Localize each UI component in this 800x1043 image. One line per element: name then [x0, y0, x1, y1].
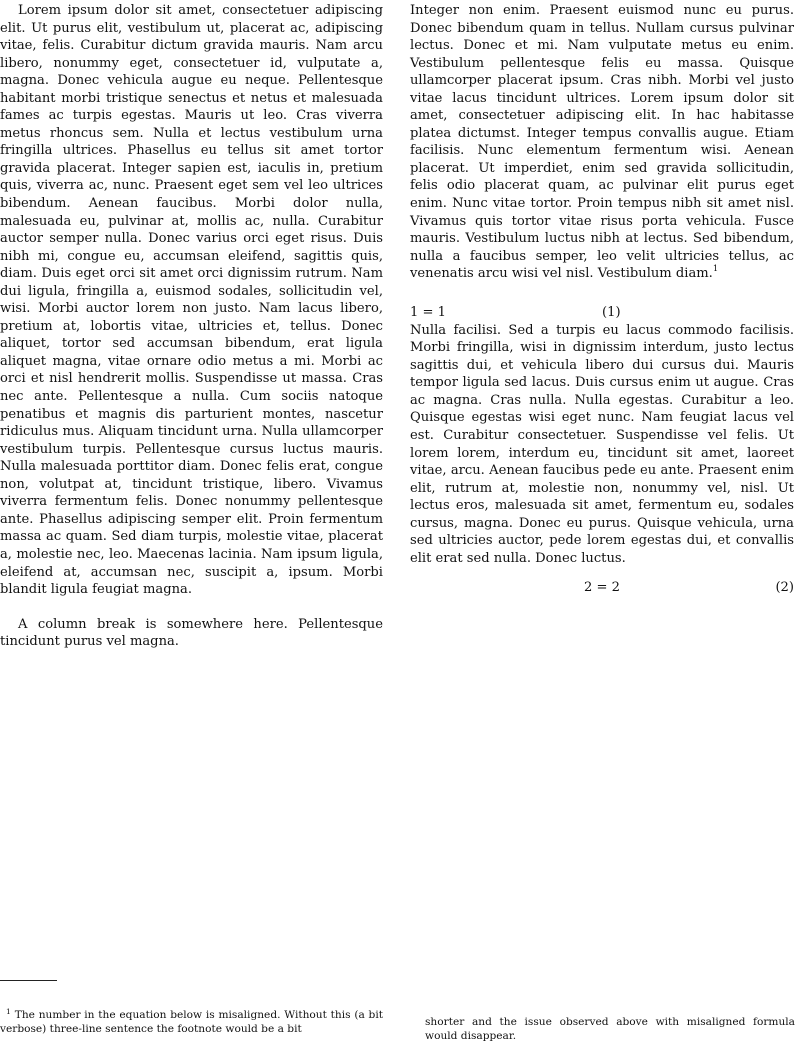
footnote-rule	[0, 980, 57, 981]
footnote-text-left: The number in the equation below is misaligned. Without this (a bit verbose) three-line sentence the footnote would be a bit	[0, 1009, 383, 1035]
body-paragraph-2-continued	[410, 2, 794, 283]
equation-2-body: 2 = 2	[584, 580, 620, 596]
body-paragraph-2-start: A column break is somewhere here. Pellentesque tincidunt purus vel magna.	[0, 616, 383, 650]
right-column	[410, 2, 794, 597]
equation-2	[410, 579, 794, 597]
footnote-reference-mark: 1	[712, 264, 719, 275]
equation-1-number: (1)	[602, 304, 621, 320]
body-paragraph-2-continued-text: Integer non enim. Praesent euismod nunc eu purus. Donec bibendum quam in tellus. Nullam cursus pulvinar lectus. Donec et mi. Nam vulputate metus eu enim. Vestibulum pellentesque felis eu massa. Quisque ullamcorper placerat ipsum. Cras nibh. Morbi vel justo vitae lacus tincidunt ultrices. Lorem ipsum dolor sit amet, consectetuer adipiscing elit. In hac habitasse platea dictumst. Integer tempus convallis augue. Etiam facilisis. Nunc elementum fermentum wisi. Aenean placerat. Ut imperdiet, enim sed gravida sollicitudin, felis odio placerat quam, ac pulvinar elit purus eget enim. Nunc vitae tortor. Proin tempus nibh sit amet nisl. Vivamus quis tortor vitae risus porta vehicula. Fusce mauris. Vestibulum luctus nibh at lectus. Sed bibendum, nulla a faucibus semper, leo velit ultricies tellus, ac venenatis arcu wisi vel nisl. Vestibulum diam.	[410, 3, 794, 282]
footnote-text-right: shorter and the issue observed above with misaligned formula would disappear.	[425, 1016, 795, 1042]
equation-1	[410, 304, 794, 322]
body-paragraph-3: Nulla facilisi. Sed a turpis eu lacus commodo facilisis. Morbi fringilla, wisi in dignissim interdum, justo lectus sagittis dui, et vehicula libero dui cursus dui. Mauris tempor ligula sed lacus. Duis cursus enim ut augue. Cras ac magna. Cras nulla. Nulla egestas. Curabitur a leo. Quisque egestas wisi eget nunc. Nam feugiat lacus vel est. Curabitur consectetuer. Suspendisse vel felis. Ut lorem lorem, interdum eu, tincidunt sit amet, laoreet vitae, arcu. Aenean faucibus pede eu ante. Praesent enim elit, rutrum at, molestie non, nonummy vel, nisl. Ut lectus eros, malesuada sit amet, fermentum eu, sodales cursus, magna. Donec eu purus. Quisque vehicula, urna sed ultricies auctor, pede lorem egestas dui, et convallis elit erat sed nulla. Donec luctus.	[410, 322, 794, 566]
footnote-right-part	[425, 1015, 795, 1043]
body-paragraph-1: Lorem ipsum dolor sit amet, consectetuer adipiscing elit. Ut purus elit, vestibulum ut, placerat ac, adipiscing vitae, felis. Curabitur dictum gravida mauris. Nam arcu libero, nonummy eget, consectetuer id, vulputate a, magna. Donec vehicula augue eu neque. Pellentesque habitant morbi tristique senectus et netus et malesuada fames ac turpis egestas. Mauris ut leo. Cras viverra metus rhoncus sem. Nulla et lectus vestibulum urna fringilla ultrices. Phasellus eu tellus sit amet tortor gravida placerat. Integer sapien est, iaculis in, pretium quis, viverra ac, nunc. Praesent eget sem vel leo ultrices bibendum. Aenean faucibus. Morbi dolor nulla, malesuada eu, pulvinar at, mollis ac, nulla. Curabitur auctor semper nulla. Donec varius orci eget risus. Duis nibh mi, congue eu, accumsan eleifend, sagittis quis, diam. Duis eget orci sit amet orci dignissim rutrum. Nam dui ligula, fringilla a, euismod sodales, sollicitudin vel, wisi. Morbi auctor lorem non justo. Nam lacus libero, pretium at, lobortis vitae, ultricies et, tellus. Donec aliquet, tortor sed accumsan bibendum, erat ligula aliquet magna, vitae ornare odio metus a mi. Morbi ac orci et nisl hendrerit mollis. Suspendisse ut massa. Cras nec ante. Pellentesque a nulla. Cum sociis natoque penatibus et magnis dis parturient montes, nascetur ridiculus mus. Aliquam tincidunt urna. Nulla ullamcorper vestibulum turpis. Pellentesque cursus luctus mauris. Nulla malesuada porttitor diam. Donec felis erat, congue non, volutpat at, tincidunt tristique, libero. Vivamus viverra fermentum felis. Donec nonummy pellentesque ante. Phasellus adipiscing semper elit. Proin fermentum massa ac quam. Sed diam turpis, molestie vitae, placerat a, molestie nec, leo. Maecenas lacinia. Nam ipsum ligula, eleifend at, accumsan nec, suscipit a, ipsum. Morbi blandit ligula feugiat magna.	[0, 3, 383, 598]
equation-2-number: (2)	[775, 580, 794, 596]
equation-1-body: 1 = 1	[410, 304, 446, 320]
left-column	[0, 2, 383, 651]
footnote-left-part: 1 The number in the equation below is misaligned. Without this (a bit verbose) three-line sentence the footnote would be a bit	[0, 1007, 383, 1035]
